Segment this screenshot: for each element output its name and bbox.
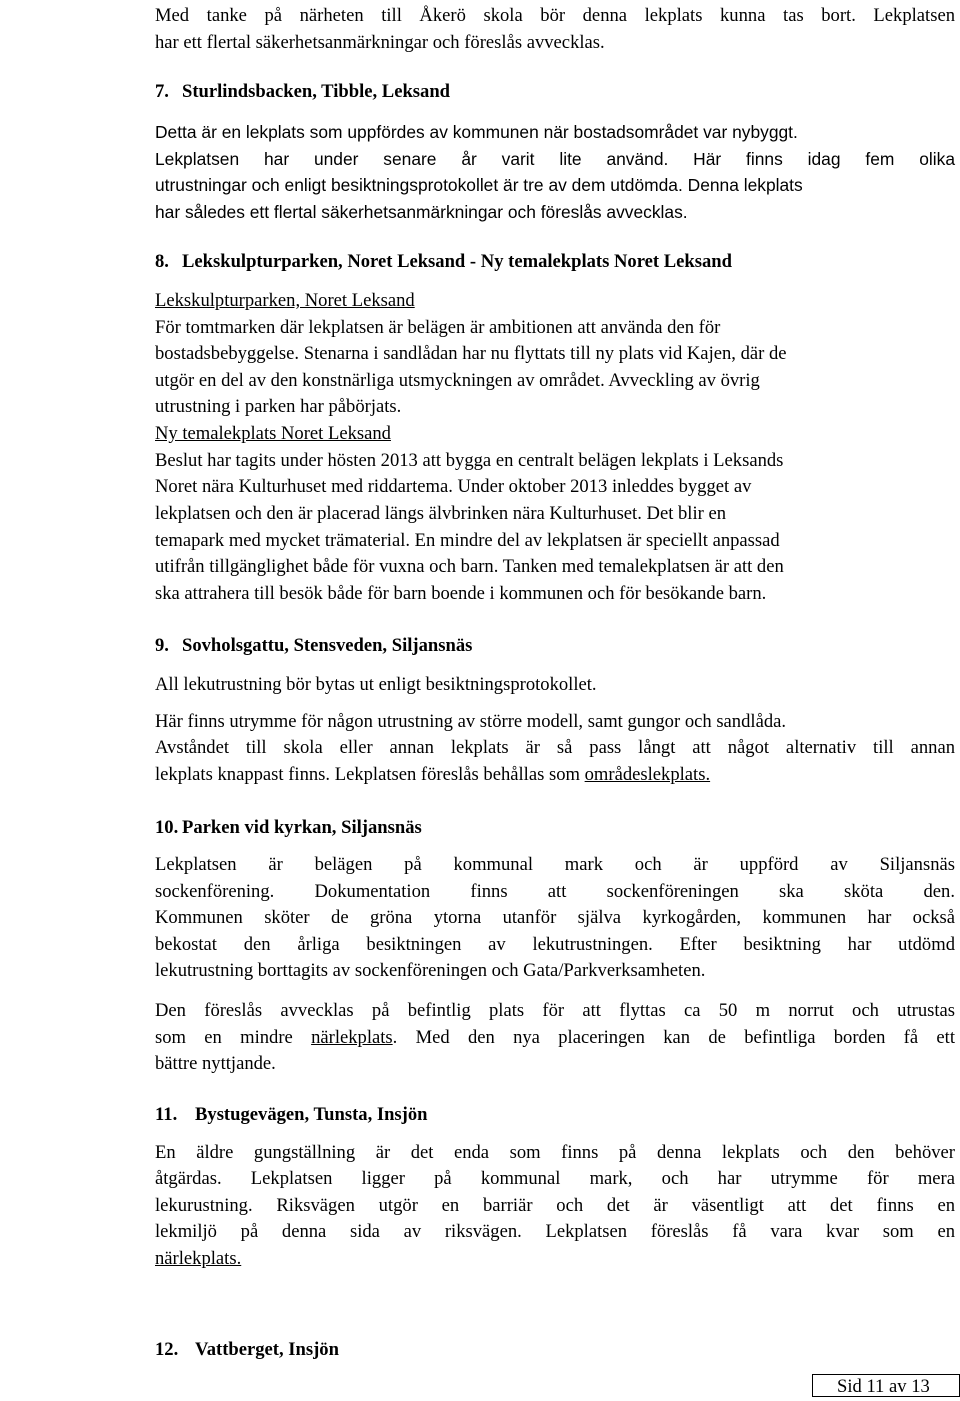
section-title: Parken vid kyrkan, Siljansnäs <box>182 817 422 838</box>
paragraph-line: utrustningar och enligt besiktningsprotokollet är tre av dem utdömda. Denna lekplats <box>155 175 803 195</box>
section-title: Lekskulpturparken, Noret Leksand - Ny temalekplats Noret Leksand <box>182 251 732 272</box>
paragraph-line: ska attrahera till besök både för barn boende i kommunen och för besökande barn. <box>155 583 767 604</box>
paragraph-line: Här finns utrymme för någon utrustning av större modell, samt gungor och sandlåda. <box>155 711 787 732</box>
paragraph-line: temapark med mycket trämaterial. En mindre del av lekplatsen är speciellt anpassad <box>155 530 780 551</box>
paragraph-line: Noret nära Kulturhuset med riddartema. Under oktober 2013 inleddes bygget av <box>155 476 752 497</box>
paragraph-text: som en mindre <box>155 1027 312 1048</box>
section-number: 10. <box>155 817 179 838</box>
paragraph-line: bekostat den årliga besiktningen av lekutrustningen. Efter besiktning har utdömd <box>155 934 955 955</box>
page-number: Sid 11 av 13 <box>837 1376 930 1397</box>
paragraph-line: Kommunen sköter de gröna ytorna utanför själva kyrkogården, kommunen har också <box>155 907 955 928</box>
section-number: 7. <box>155 81 169 102</box>
subheading-lekskulpturparken: Lekskulpturparken, Noret Leksand <box>155 290 415 311</box>
paragraph-line: En äldre gungställning är det enda som finns på denna lekplats och den behöver <box>155 1142 955 1163</box>
paragraph-line: Med tanke på närheten till Åkerö skola bör denna lekplats kunna tas bort. Lekplatsen <box>155 5 955 26</box>
paragraph-line: sockenförening. Dokumentation finns att sockenföreningen ska sköta den. <box>155 881 955 902</box>
section-title: Sovholsgattu, Stensveden, Siljansnäs <box>182 635 473 656</box>
paragraph-line: Avståndet till skola eller annan lekplats är så pass långt att något alternativ till annan <box>155 737 955 758</box>
paragraph-line: utifrån tillgänglighet både för vuxna och barn. Tanken med temalekplatsen är att den <box>155 556 784 577</box>
paragraph-line: Beslut har tagits under hösten 2013 att bygga en centralt belägen lekplats i Leksands <box>155 450 784 471</box>
paragraph-line: lekmiljö på denna sida av riksvägen. Lekplatsen föreslås få vara kvar som en <box>155 1221 955 1242</box>
section-number: 12. <box>155 1339 179 1360</box>
section-number: 8. <box>155 251 169 272</box>
section-12-heading <box>155 1337 339 1364</box>
section-10-heading <box>155 815 422 842</box>
paragraph-line: Den föreslås avvecklas på befintlig plats för att flyttas ca 50 m norrut och utrustas <box>155 1000 955 1021</box>
section-title: Vattberget, Insjön <box>195 1339 339 1360</box>
paragraph-line: Detta är en lekplats som uppfördes av kommunen när bostadsområdet var nybyggt. <box>155 122 798 142</box>
paragraph-line: lekurustning. Riksvägen utgör en barriär och det är väsentligt att det finns en <box>155 1195 955 1216</box>
paragraph-line: utgör en del av den konstnärliga utsmyckningen av området. Avveckling av övrig <box>155 370 760 391</box>
paragraph-line: åtgärdas. Lekplatsen ligger på kommunal mark, och har utrymme för mera <box>155 1168 955 1189</box>
paragraph-text: lekplats knappast finns. Lekplatsen föreslås behållas som <box>155 764 585 785</box>
paragraph-line: För tomtmarken där lekplatsen är belägen är ambitionen att använda den för <box>155 317 721 338</box>
paragraph-line: All lekutrustning bör bytas ut enligt besiktningsprotokollet. <box>155 674 597 695</box>
section-number: 11. <box>155 1104 178 1125</box>
paragraph-line: har ett flertal säkerhetsanmärkningar och föreslås avvecklas. <box>155 32 605 53</box>
paragraph-line <box>155 762 710 789</box>
narlekplats-link: närlekplats <box>311 1027 393 1048</box>
paragraph-text: . Med den nya placeringen kan de befintliga borden få ett <box>392 1027 955 1048</box>
omradeslekplats-link: områdeslekplats. <box>584 764 711 785</box>
paragraph-line: Lekplatsen har under senare år varit lite använd. Här finns idag fem olika <box>155 149 955 169</box>
narlekplats-link: närlekplats. <box>155 1248 242 1269</box>
paragraph-line: lekutrustning borttagits av sockenföreningen och Gata/Parkverksamheten. <box>155 960 706 981</box>
paragraph-line <box>155 1025 955 1052</box>
section-title: Bystugevägen, Tunsta, Insjön <box>195 1104 428 1125</box>
section-number: 9. <box>155 635 169 656</box>
section-9-heading <box>155 633 472 660</box>
section-11-heading <box>155 1102 428 1129</box>
paragraph-line: har således ett flertal säkerhetsanmärkningar och föreslås avvecklas. <box>155 202 688 222</box>
subheading-ny-temalekplats: Ny temalekplats Noret Leksand <box>155 423 391 444</box>
section-7-heading <box>155 79 450 106</box>
section-8-heading <box>155 249 732 276</box>
paragraph-line: lekplatsen och den är placerad längs älvbrinken nära Kulturhuset. Det blir en <box>155 503 727 524</box>
section-title: Sturlindsbacken, Tibble, Leksand <box>182 81 451 102</box>
paragraph-line: Lekplatsen är belägen på kommunal mark och är uppförd av Siljansnäs <box>155 854 955 875</box>
paragraph-line: bättre nyttjande. <box>155 1053 276 1074</box>
paragraph-line: bostadsbebyggelse. Stenarna i sandlådan har nu flyttats till ny plats vid Kajen, där de <box>155 343 787 364</box>
paragraph-line: utrustning i parken har påbörjats. <box>155 396 402 417</box>
